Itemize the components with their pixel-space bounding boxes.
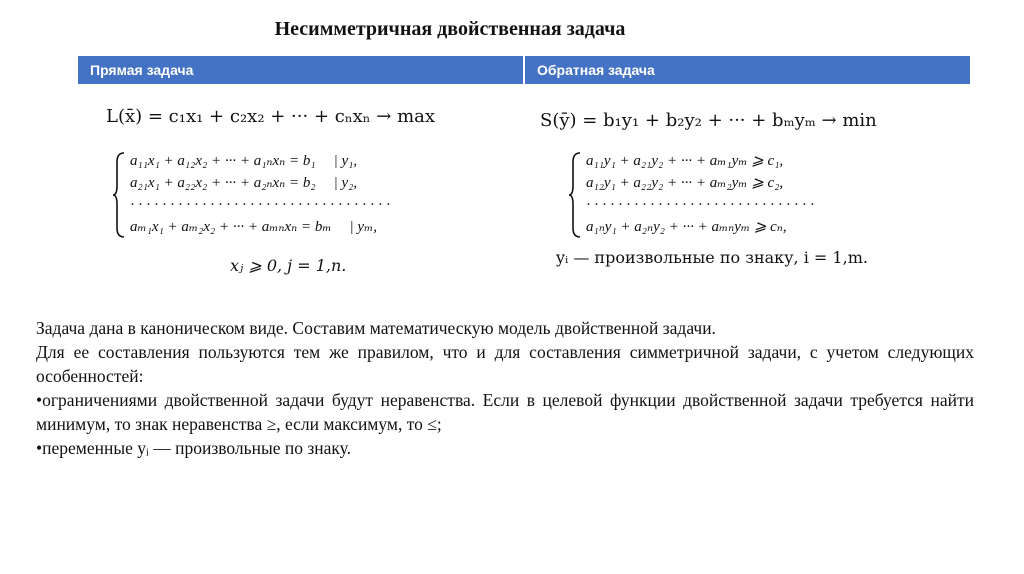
- paragraph: •ограничениями двойственной задачи будут неравенства. Если в целевой функции двойственной задачи требуется найти минимум, то знак неравенства ≥, если максимум, то ≤;: [36, 390, 974, 434]
- paragraph: Задача дана в каноническом виде. Составим математическую модель двойственной задачи.: [36, 318, 716, 338]
- dual-objective: S(ȳ) = b₁y₁ + b₂y₂ + ··· + bₘyₘ → min: [540, 110, 877, 131]
- primal-row: [130, 216, 490, 238]
- brace-icon: [112, 152, 126, 238]
- primal-row-expr: a₂₁x₁ + a₂₂x₂ + ··· + a₂ₙxₙ = b₂: [130, 175, 316, 191]
- dual-condition: yᵢ — произвольные по знаку, i = 1,m.: [556, 248, 868, 267]
- primal-row-tag: | y₁,: [333, 153, 358, 169]
- primal-row: [130, 150, 490, 172]
- dual-row: a₁ₙy₁ + a₂ₙy₂ + ··· + aₘₙyₘ ⩾ cₙ,: [586, 219, 787, 235]
- explanation-text: [36, 316, 974, 460]
- primal-row-dots: ·································: [130, 197, 394, 213]
- primal-objective: L(x̄) = c₁x₁ + c₂x₂ + ··· + cₙxₙ → max: [106, 106, 436, 127]
- primal-row-expr: aₘ₁x₁ + aₘ₂x₂ + ··· + aₘₙxₙ = bₘ: [130, 219, 332, 235]
- primal-row: [130, 172, 490, 194]
- paragraph: Для ее составления пользуются тем же правилом, что и для составления симметричной задачи, с учетом следующих особенностей:: [36, 342, 974, 386]
- primal-row-expr: a₁₁x₁ + a₁₂x₂ + ··· + a₁ₙxₙ = b₁: [130, 153, 316, 169]
- primal-row-tag: | y₂,: [333, 175, 358, 191]
- dual-row-dots: ·····························: [586, 197, 818, 213]
- primal-system: [112, 150, 490, 238]
- primal-row-tag: | yₘ,: [349, 219, 378, 235]
- paragraph: •переменные yᵢ — произвольные по знаку.: [36, 438, 352, 458]
- page-title: Несимметричная двойственная задача: [274, 18, 626, 40]
- dual-system: [568, 150, 946, 238]
- primal-condition: xⱼ ⩾ 0, j = 1,n.: [230, 256, 347, 275]
- header-dual: Обратная задача: [523, 56, 970, 84]
- dual-row: a₁₁y₁ + a₂₁y₂ + ··· + aₘ₁yₘ ⩾ c₁,: [586, 153, 784, 169]
- header-primal: Прямая задача: [78, 56, 523, 84]
- brace-icon: [568, 152, 582, 238]
- dual-row: a₁₂y₁ + a₂₂y₂ + ··· + aₘ₂yₘ ⩾ c₂,: [586, 175, 784, 191]
- table-header: [78, 56, 970, 84]
